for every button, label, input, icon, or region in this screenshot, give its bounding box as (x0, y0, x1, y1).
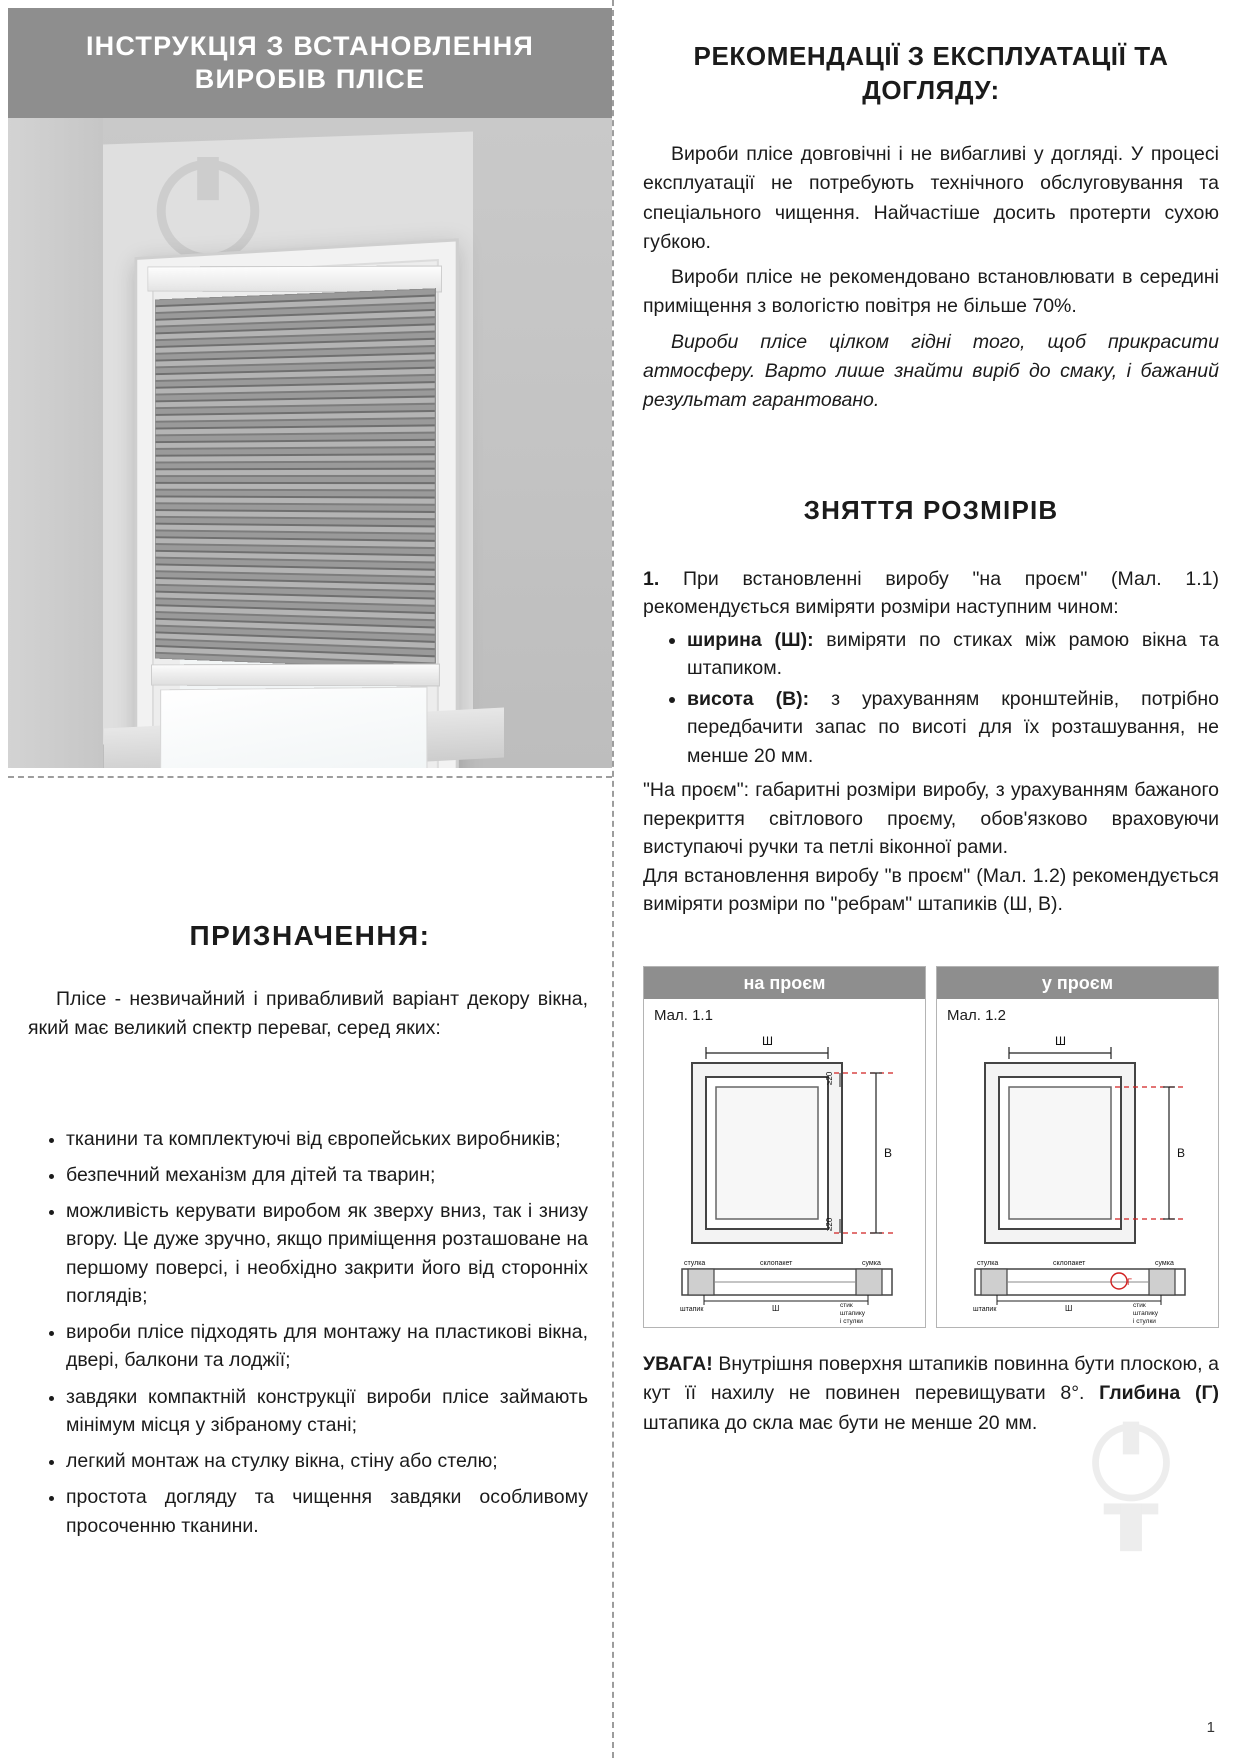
svg-text:штапику: штапику (1133, 1310, 1159, 1317)
blind-bottom-rail (151, 664, 440, 687)
purpose-intro-text: Пліcе - незвичайний і привабливий варіант декору вікна, який має великий спектр переваг, серед яких: (28, 988, 588, 1040)
horizontal-dashed-rule (8, 776, 612, 778)
svg-text:≥20: ≥20 (825, 1217, 834, 1231)
list-item: • легкий монтаж на стулку вікна, стіну або стелю; (66, 1447, 588, 1475)
list-item: • завдяки компактній конструкції вироби пліcе займають мінімум місця у зібраному стані; (66, 1383, 588, 1440)
svg-text:В: В (1177, 1146, 1186, 1160)
attention-text-2: штапика до скла має бути не менше 20 мм. (643, 1411, 1038, 1434)
svg-text:штапик: штапик (973, 1306, 997, 1313)
figure-onto-label: Мал. 1.1 (654, 1007, 713, 1024)
left-header-line2: ВИРОБІВ ПЛІСЕ (194, 64, 426, 94)
figure-onto-opening (643, 966, 926, 1328)
measurement-section-body (643, 565, 1219, 919)
figure-onto-header: на проєм (644, 967, 925, 999)
svg-text:Ш: Ш (1065, 1304, 1073, 1313)
window-illustration (8, 118, 612, 768)
figure-into-header: у проєм (937, 967, 1218, 999)
list-item: • безпечний механізм для дітей та тварин; (66, 1161, 588, 1189)
figure-into-drawing (937, 1029, 1220, 1327)
svg-text:стулка: стулка (684, 1260, 706, 1267)
measurement-intro (643, 565, 1219, 622)
measurement-bullets (643, 626, 1219, 770)
svg-text:сумка: сумка (1155, 1260, 1174, 1267)
measurement-note-onto: "На проєм": габаритні розміри виробу, з урахуванням бажаного перекриття світлового проєму, обов'язково враховуючи виступаючі ручки та петлі віконної рами. (643, 779, 1219, 859)
measure-width-text: виміряти по стиках між рамою вікна та штапиком. (687, 628, 1219, 680)
right-column (625, 0, 1237, 1758)
svg-text:склопакет: склопакет (1053, 1260, 1086, 1267)
figure-table (643, 966, 1219, 1328)
figure-onto-drawing (644, 1029, 927, 1327)
vertical-dashed-rule (612, 0, 614, 1758)
left-header-banner (8, 8, 612, 118)
svg-text:В: В (884, 1146, 893, 1160)
purpose-title: ПРИЗНАЧЕННЯ: (189, 920, 431, 951)
left-column (0, 0, 612, 1758)
uncovered-glass-area (160, 687, 427, 768)
watermark-logo-icon-bottom (1061, 1408, 1201, 1558)
figure-into-label: Мал. 1.2 (947, 1007, 1006, 1024)
svg-text:склопакет: склопакет (760, 1260, 793, 1267)
measurement-section-title: ЗНЯТТЯ РОЗМІРІВ (803, 495, 1059, 525)
svg-text:Ш: Ш (1055, 1034, 1066, 1048)
svg-text:штапик: штапик (680, 1306, 704, 1313)
measurement-step-number: 1. (643, 568, 660, 590)
attention-depth-term: Глибина (Г) (1099, 1382, 1219, 1405)
list-item: • простота догляду та чищення завдяки особливому просоченню тканини. (66, 1483, 588, 1540)
care-paragraph-1: Вироби пліcе довговічні і не вибагливі у догляді. У процесі експлуатації не потребують технічного обслуговування та спеціального чищення. Найчастіше досить протерти сухою губкою. (643, 143, 1219, 253)
svg-text:і стулки: і стулки (840, 1318, 863, 1325)
list-item: • можливість керувати виробом як зверху вниз, так і знизу вгору. Це дуже зручно, якщо приміщення розташоване на першому поверсі, і необхідно закрити його від сторонніх поглядів; (66, 1197, 588, 1310)
svg-text:сумка: сумка (862, 1260, 881, 1267)
svg-text:Ш: Ш (762, 1034, 773, 1048)
page-number: 1 (1206, 1719, 1215, 1736)
svg-text:стик: стик (840, 1302, 853, 1309)
measure-width-lead: ширина (Ш): (687, 628, 814, 651)
attention-text-1: Внутрішня поверхня штапиків повинна бути плоскою, а кут її нахилу не повинен перевищувати 8°. (643, 1353, 1219, 1405)
blind-headrail (147, 266, 442, 293)
svg-text:Г: Г (1127, 1277, 1132, 1287)
list-item (687, 685, 1219, 770)
svg-text:штапику: штапику (840, 1310, 866, 1317)
care-paragraph-2: Вироби пліcе не рекомендовано встановлювати в середині приміщення з вологістю повітря не більше 70%. (643, 266, 1219, 318)
purpose-bullet-list (40, 1125, 588, 1548)
measure-height-lead: висота (В): (687, 687, 810, 710)
svg-text:≥20: ≥20 (825, 1071, 834, 1085)
measurement-note-into: Для встановлення виробу "в проєм" (Мал. 1.2) рекомендується виміряти розміри по "ребрам" штапиків (Ш, В). (643, 864, 1219, 916)
wall-surface (8, 118, 103, 768)
attention-lead: УВАГА! (643, 1353, 713, 1375)
list-item: • тканини та комплектуючі від європейських виробників; (66, 1125, 588, 1153)
list-item (687, 626, 1219, 683)
care-section-title: РЕКОМЕНДАЦІЇ З ЕКСПЛУАТАЦІЇ ТА ДОГЛЯДУ: (693, 41, 1169, 105)
care-section-body (643, 140, 1219, 421)
measure-height-text: з урахуванням кронштейнів, потрібно передбачити запас по висоті для їх розташування, не менше 20 мм. (687, 687, 1219, 767)
svg-text:стулка: стулка (977, 1260, 999, 1267)
care-paragraph-3: Вироби пліcе цілком гідні того, щоб прикрасити атмосферу. Варто лише знайти виріб до смаку, і бажаний результат гарантовано. (643, 330, 1219, 411)
svg-text:Ш: Ш (772, 1304, 780, 1313)
list-item: • вироби пліcе підходять для монтажу на пластикові вікна, двері, балкони та лоджії; (66, 1318, 588, 1375)
figure-into-opening (936, 966, 1219, 1328)
measurement-intro-text: При встановленні виробу "на проєм" (Мал. 1.1) рекомендується виміряти розміри наступним чином: (643, 568, 1219, 619)
svg-text:стик: стик (1133, 1302, 1146, 1309)
svg-text:і стулки: і стулки (1133, 1318, 1156, 1325)
left-header-line1: ІНСТРУКЦІЯ З ВСТАНОВЛЕННЯ (85, 31, 535, 62)
pleated-fabric (155, 288, 436, 670)
purpose-intro (28, 985, 588, 1044)
